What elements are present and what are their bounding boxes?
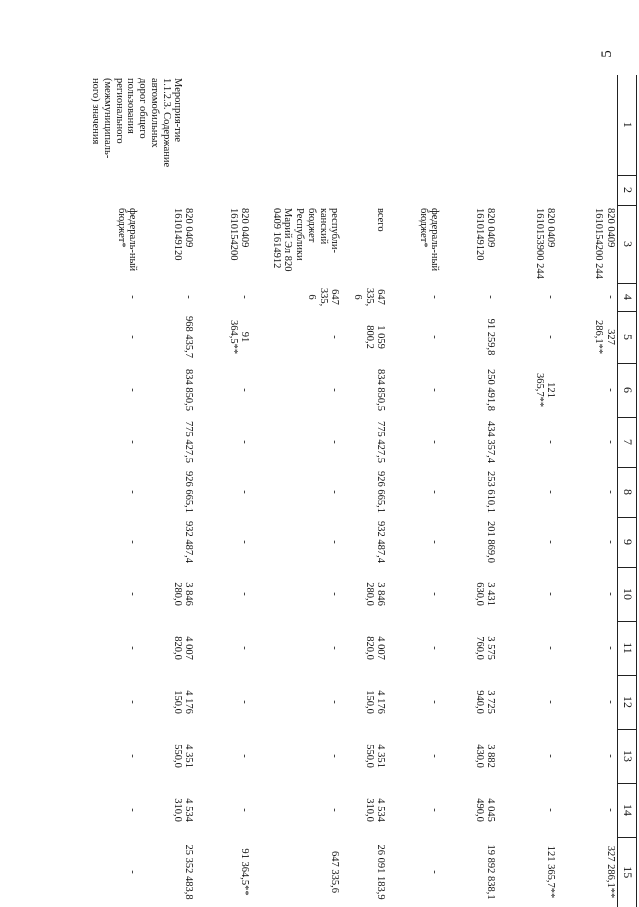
cell-c6: - [429, 388, 441, 392]
cell-c5: 327 286,1** [593, 319, 616, 355]
col-header-15: 15 [618, 837, 637, 907]
cell-c3: республи-канский бюджет Республики Марий Эл 820 0409 1614912 [270, 208, 341, 272]
col-header-12: 12 [618, 675, 637, 729]
cell-c11: - [605, 646, 616, 650]
cell-c14: - [239, 808, 251, 812]
cell-c4: - [545, 295, 557, 299]
cell-c11: 4 007 820,0 [171, 636, 195, 660]
page-number: 5 [599, 50, 615, 58]
cell-c9: - [605, 540, 616, 544]
cell-c14: - [605, 808, 616, 812]
cell-c9: - [127, 540, 139, 544]
cell-c12: - [329, 700, 341, 704]
col-header-11: 11 [618, 621, 637, 675]
cell-c12: 4 176 150,0 [363, 690, 387, 714]
cell-c7: - [239, 440, 251, 444]
cell-c15: 327 286,1** [605, 845, 616, 899]
cell-c3: 820 0409 1610154200 244 [593, 208, 616, 279]
cell-c6: 834 850,5 [183, 369, 195, 411]
cell-c14: - [329, 808, 341, 812]
cell-c12: 3 725 940,0 [473, 690, 497, 714]
cell-c3: федераль-ный бюджет* [115, 208, 139, 272]
cell-c6: - [605, 388, 616, 392]
cell-c4: - [127, 295, 139, 299]
col-header-10: 10 [618, 567, 637, 621]
cell-c11: - [545, 646, 557, 650]
cell-c8: - [429, 490, 441, 494]
cell-c13: 4 351 550,0 [171, 744, 195, 768]
cell-c15: 91 364,5** [239, 848, 251, 896]
col-header-5: 5 [618, 311, 637, 363]
cell-c14: - [429, 808, 441, 812]
col-header-1: 1 [618, 75, 637, 175]
cell-c7: 775 427,5 [183, 421, 195, 463]
cell-c11: - [429, 646, 441, 650]
cell-c8: 253 610,1 [485, 471, 497, 513]
col-header-13: 13 [618, 729, 637, 783]
cell-c10: - [429, 592, 441, 596]
cell-c9: - [329, 540, 341, 544]
col-header-2: 2 [618, 175, 637, 205]
cell-c15: - [127, 870, 139, 874]
cell-c8: 926 665,1 [375, 471, 387, 513]
cell-c5: - [127, 335, 139, 339]
col-header-3: 3 [618, 205, 637, 283]
cell-c10: - [545, 592, 557, 596]
cell-c9: - [239, 540, 251, 544]
cell-c7: 775 427,5 [375, 421, 387, 463]
cell-c6: 250 491,8 [485, 369, 497, 411]
cell-c12: - [545, 700, 557, 704]
cell-c10: - [239, 592, 251, 596]
table-row [558, 75, 618, 907]
col-header-8: 8 [618, 467, 637, 517]
col-header-9: 9 [618, 517, 637, 567]
cell-c3: 820 0409 1610149120 [171, 208, 195, 261]
cell-c5: 968 435,7 [183, 316, 195, 358]
cell-c4: - [183, 295, 195, 299]
cell-c6: 121 365,7** [533, 372, 557, 408]
cell-c4: 647 335,6 [306, 287, 341, 307]
cell-c8: - [127, 490, 139, 494]
cell-c4: 647 335,6 [352, 287, 387, 307]
cell-c8: - [545, 490, 557, 494]
cell-c5: 91 259,8 [485, 318, 497, 356]
cell-c15: 25 352 483,8 [183, 844, 195, 900]
col-header-14: 14 [618, 783, 637, 837]
cell-c13: 4 351 550,0 [363, 744, 387, 768]
cell-c5: - [329, 335, 341, 339]
cell-c15: 19 892 838,1 [485, 844, 497, 900]
cell-c11: - [127, 646, 139, 650]
cell-c10: - [329, 592, 341, 596]
cell-c3: 820 0409 1610149120 [473, 208, 497, 261]
cell-c5: - [429, 335, 441, 339]
cell-c8: - [605, 490, 616, 494]
cell-c4: - [605, 295, 616, 299]
cell-c12: - [127, 700, 139, 704]
cell-c13: - [127, 754, 139, 758]
col-header-7: 7 [618, 417, 637, 467]
cell-c9: 932 487,4 [183, 521, 195, 563]
measure-label: Мероприя-тие 1.1.2.3. Содержание автомобильных дорог общего пользования регионального (межмуниципаль-ного) значения [90, 78, 184, 168]
cell-c7: - [605, 440, 616, 444]
cell-c7: - [545, 440, 557, 444]
cell-c3: федераль-ный бюджет* [417, 208, 441, 272]
cell-c3: 820 0409 1610154200 [227, 208, 251, 261]
cell-c8: 926 665,1 [183, 471, 195, 513]
cell-c6: - [329, 388, 341, 392]
col2-cell [86, 175, 618, 205]
cell-c13: - [429, 754, 441, 758]
cell-c9: - [545, 540, 557, 544]
cell-c14: 4 045 490,0 [473, 798, 497, 822]
cell-c5: 91 364,5** [227, 319, 251, 355]
cell-c14: - [127, 808, 139, 812]
cell-c11: - [329, 646, 341, 650]
col-header-4: 4 [618, 283, 637, 311]
cell-c7: - [329, 440, 341, 444]
cell-c9: 201 869,0 [485, 521, 497, 563]
cell-c6: 834 850,5 [375, 369, 387, 411]
cell-c12: - [239, 700, 251, 704]
cell-c10: - [605, 592, 616, 596]
cell-c10: 3 846 280,0 [363, 582, 387, 606]
cell-c6: - [127, 388, 139, 392]
cell-c10: 3 431 630,0 [473, 582, 497, 606]
cell-c15: 121 365,7** [545, 845, 557, 899]
cell-c11: 4 007 820,0 [363, 636, 387, 660]
cell-c13: - [545, 754, 557, 758]
cell-c10: 3 846 280,0 [171, 582, 195, 606]
cell-c14: 4 534 310,0 [363, 798, 387, 822]
cell-c14: - [545, 808, 557, 812]
cell-c11: 3 575 760,0 [473, 636, 497, 660]
cell-c3: всего [375, 208, 387, 232]
cell-c13: - [329, 754, 341, 758]
cell-c6: - [239, 388, 251, 392]
cell-c13: - [239, 754, 251, 758]
cell-c15: - [429, 870, 441, 874]
cell-c12: - [605, 700, 616, 704]
cell-c13: - [605, 754, 616, 758]
cell-c7: - [127, 440, 139, 444]
cell-c5: - [545, 335, 557, 339]
cell-c10: - [127, 592, 139, 596]
cell-c4: - [429, 295, 441, 299]
cell-c5: 1 059 800,2 [363, 325, 387, 349]
cell-c12: 4 176 150,0 [171, 690, 195, 714]
col-header-6: 6 [618, 363, 637, 417]
cell-c9: 932 487,4 [375, 521, 387, 563]
cell-c3: 820 0409 1610153900 244 [533, 208, 557, 279]
rotated-page [90, 75, 637, 907]
cell-c8: - [239, 490, 251, 494]
budget-table [86, 75, 638, 907]
cell-c14: 4 534 310,0 [171, 798, 195, 822]
cell-c7: - [429, 440, 441, 444]
column-number-row [618, 75, 637, 907]
cell-c7: 434 357,4 [485, 421, 497, 463]
cell-c13: 3 882 430,0 [473, 744, 497, 768]
cell-c15: 26 091 183,9 [375, 844, 387, 900]
cell-c12: - [429, 700, 441, 704]
cell-c4: - [485, 295, 497, 299]
cell-c8: - [329, 490, 341, 494]
cell-c11: - [239, 646, 251, 650]
cell-c15: 647 335,6 [329, 851, 341, 893]
cell-c9: - [429, 540, 441, 544]
cell-c4: - [239, 295, 251, 299]
